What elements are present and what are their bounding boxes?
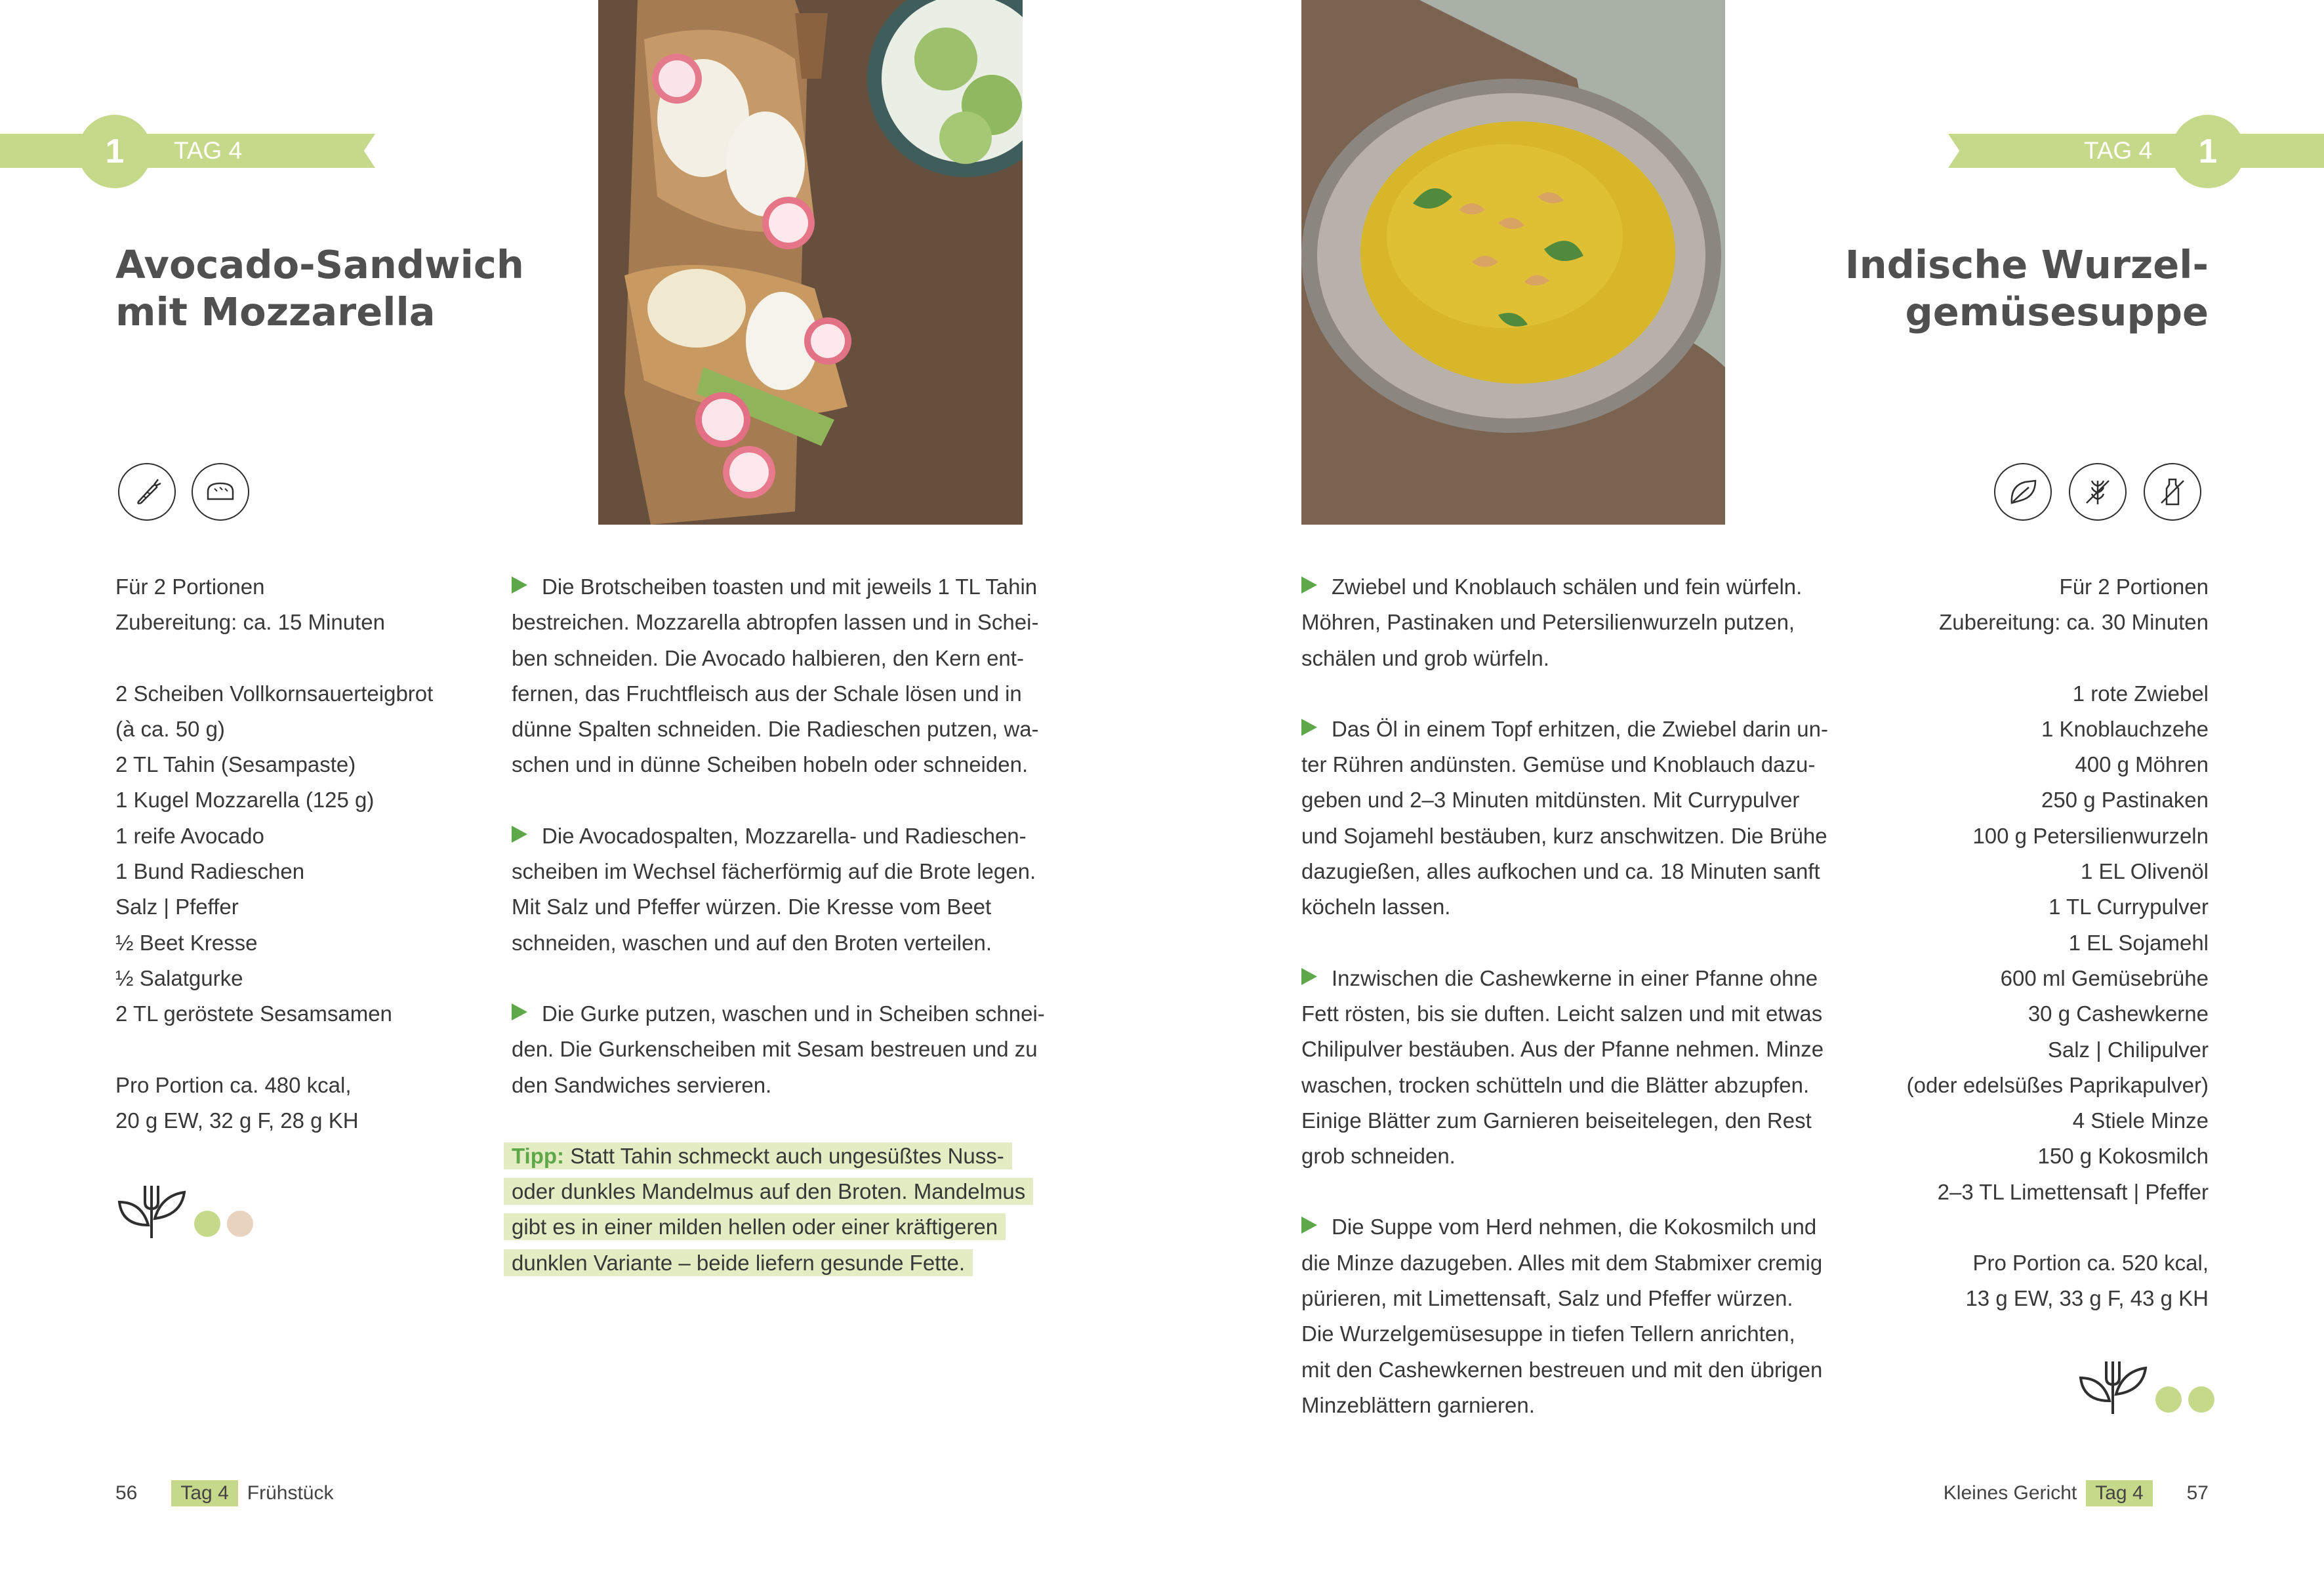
- steps-column-right: [1301, 569, 1839, 1459]
- ingredient: (oder edelsüßes Paprikapulver): [1906, 1072, 2209, 1097]
- step: Inzwischen die Cashewkerne in einer Pfanne ohne Fett rösten, bis sie duften. Leicht salzen und mit etwas Chilipulver bestäuben. Aus der Pfanne nehmen. Minze waschen, trocken schütteln und die Blätter abzupfen. Einige Blätter zum Garnieren beiseitelegen, den Rest grob schneiden.: [1301, 965, 1824, 1169]
- ingredient: 100 g Petersilienwurzeln: [1972, 823, 2209, 848]
- ingredient: 1 TL Currypulver: [2049, 895, 2209, 919]
- step-arrow-icon: [1301, 1217, 1317, 1234]
- ingredient: Salz | Pfeffer: [115, 895, 239, 919]
- ingredient: (à ca. 50 g): [115, 716, 225, 741]
- step: Die Suppe vom Herd nehmen, die Kokosmilch und die Minze dazugeben. Alles mit dem Stabmixer cremig pürieren, mit Limettensaft, Salz und Pfeffer würzen. Die Wurzelgemüsesuppe in tiefen Tellern anrichten, mit den Cashewkernen bestreuen und mit den übrigen Minzeblättern garnieren.: [1301, 1215, 1823, 1417]
- rating-right: [2077, 1348, 2214, 1421]
- step: Das Öl in einem Topf erhitzen, die Zwiebel darin un- ter Rühren andünsten. Gemüse und Knoblauch dazu- geben und 2–3 Minuten mitdünsten. Mit Currypulver und Sojamehl bestäuben, kurz anschwitzen. Die Brühe dazugießen, alles aufkochen und ca. 18 Minuten sanft köcheln lassen.: [1301, 716, 1828, 919]
- page-number: 57: [2186, 1482, 2209, 1504]
- bread-icon: [192, 463, 249, 521]
- footer-right: [1944, 1480, 2209, 1506]
- prep-time: Zubereitung: ca. 30 Minuten: [1939, 610, 2209, 635]
- title-line: Indische Wurzel-: [1845, 242, 2209, 287]
- fork-leaf-icon: [2077, 1348, 2149, 1421]
- nutrition: 20 g EW, 32 g F, 28 g KH: [115, 1108, 359, 1133]
- fork-leaf-icon: [115, 1173, 188, 1245]
- step: Die Gurke putzen, waschen und in Scheiben schnei- den. Die Gurkenscheiben mit Sesam bestreuen und zu den Sandwiches servieren.: [512, 1001, 1045, 1097]
- ingredient: ½ Salatgurke: [115, 965, 243, 990]
- title-line: Avocado-Sandwich: [115, 242, 524, 287]
- ingredient: 2–3 TL Limettensaft | Pfeffer: [1937, 1179, 2209, 1204]
- ingredient: 1 rote Zwiebel: [2072, 681, 2209, 706]
- prep-time: Zubereitung: ca. 15 Minuten: [115, 610, 385, 635]
- servings: Für 2 Portionen: [2059, 574, 2209, 599]
- step-arrow-icon: [512, 826, 527, 843]
- recipe-title-right: [1845, 241, 2209, 336]
- leaf-icon: [1994, 463, 2052, 521]
- step: Die Brotscheiben toasten und mit jeweils 1 TL Tahin bestreichen. Mozzarella abtropfen lassen und in Schei- ben schneiden. Die Avocado halbieren, den Kern ent- fernen, das Fruchtfleisch aus der Schale lösen und in dünne Spalten schneiden. Die Radieschen putzen, wa- schen und in dünne Scheiben hobeln oder schneiden.: [512, 574, 1039, 777]
- ingredient: 2 TL geröstete Sesamsamen: [115, 1001, 392, 1026]
- rating-left: [115, 1173, 253, 1245]
- step: Die Avocadospalten, Mozzarella- und Radieschen- scheiben im Wechsel fächerförmig auf die Brote legen. Mit Salz und Pfeffer würzen. Die Kresse vom Beet schneiden, waschen und auf den Broten verteilen.: [512, 823, 1036, 955]
- nutrition: 13 g EW, 33 g F, 43 g KH: [1965, 1286, 2209, 1311]
- day-number-badge-right: 1: [2171, 115, 2245, 188]
- nutrition: Pro Portion ca. 480 kcal,: [115, 1072, 352, 1097]
- rating-dot: [227, 1211, 253, 1237]
- wheat-free-icon: [2069, 463, 2127, 521]
- title-line: mit Mozzarella: [115, 289, 436, 334]
- steps-column-left: [512, 569, 1045, 1281]
- ingredient: 150 g Kokosmilch: [2037, 1144, 2209, 1169]
- servings: Für 2 Portionen: [115, 574, 265, 599]
- ingredient: 2 Scheiben Vollkornsauerteigbrot: [115, 681, 434, 706]
- rating-dot: [2188, 1386, 2214, 1413]
- rating-dot: [2155, 1386, 2182, 1413]
- recipe-title-left: [115, 241, 524, 336]
- ingredients-column-right: [1848, 569, 2209, 1317]
- step-arrow-icon: [1301, 719, 1317, 736]
- title-line: gemüsesuppe: [1905, 289, 2209, 334]
- ingredient: 400 g Möhren: [2075, 752, 2209, 777]
- tip-label: Tipp:: [512, 1143, 565, 1168]
- footer-tag: Tag 4: [171, 1480, 237, 1506]
- step-arrow-icon: [512, 576, 527, 594]
- ingredient: 30 g Cashewkerne: [2028, 1001, 2209, 1026]
- ingredient: 250 g Pastinaken: [2041, 788, 2209, 813]
- footer-section: Kleines Gericht: [1943, 1482, 2077, 1504]
- ingredient: 1 reife Avocado: [115, 823, 264, 848]
- carrot-icon: [118, 463, 176, 521]
- tip-box: Tipp: Statt Tahin schmeckt auch ungesüßtes Nuss- oder dunkles Mandelmus auf den Broten. Mandelmus gibt es in einer milden hellen oder einer kräftigeren dunklen Variante – beide liefern gesunde Fette.: [504, 1139, 1036, 1281]
- ingredient: 1 EL Sojamehl: [2068, 930, 2209, 955]
- day-number-badge-left: 1: [78, 115, 152, 188]
- ingredient: ½ Beet Kresse: [115, 930, 258, 955]
- day-label-left: TAG 4: [174, 137, 243, 164]
- ingredient: 4 Stiele Minze: [2072, 1108, 2209, 1133]
- footer-section: Frühstück: [247, 1482, 334, 1504]
- ingredient: 2 TL Tahin (Sesampaste): [115, 752, 356, 777]
- page-number: 56: [115, 1482, 138, 1504]
- day-label-right: TAG 4: [2084, 137, 2153, 164]
- step: Zwiebel und Knoblauch schälen und fein würfeln. Möhren, Pastinaken und Petersilienwurzeln putzen, schälen und grob würfeln.: [1301, 574, 1803, 670]
- rating-dot: [194, 1211, 220, 1237]
- diet-icons-right: [1994, 463, 2201, 521]
- ingredient: 1 Kugel Mozzarella (125 g): [115, 788, 375, 813]
- step-arrow-icon: [1301, 576, 1317, 594]
- footer-tag: Tag 4: [2086, 1480, 2152, 1506]
- ingredient: 1 Bund Radieschen: [115, 859, 305, 884]
- ingredient: Salz | Chilipulver: [2047, 1037, 2209, 1062]
- soup-photo: [1301, 0, 1725, 525]
- ingredient: 1 EL Olivenöl: [2080, 859, 2209, 884]
- ingredient: 600 ml Gemüsebrühe: [2000, 965, 2209, 990]
- sandwich-photo: [598, 0, 1023, 525]
- milk-free-icon: [2144, 463, 2201, 521]
- step-arrow-icon: [512, 1003, 527, 1020]
- step-arrow-icon: [1301, 968, 1317, 985]
- ingredient: 1 Knoblauchzehe: [2041, 716, 2209, 741]
- nutrition: Pro Portion ca. 520 kcal,: [1972, 1251, 2209, 1276]
- footer-left: [115, 1480, 333, 1506]
- ingredients-column-left: [115, 569, 483, 1139]
- diet-icons-left: [118, 463, 249, 521]
